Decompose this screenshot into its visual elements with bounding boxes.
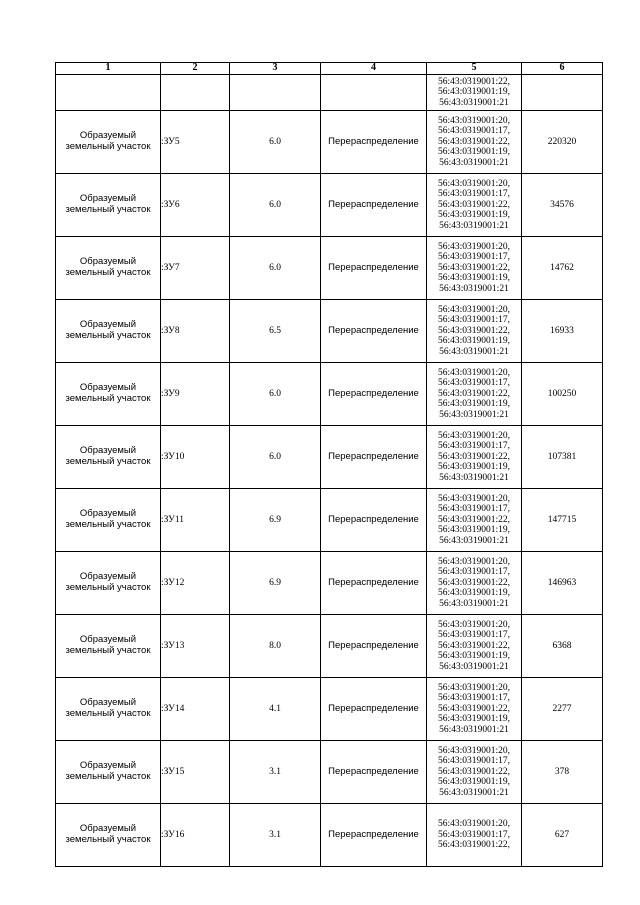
zone-cell: 8.0	[230, 615, 321, 678]
formation-type-cell: Перераспределение	[321, 489, 427, 552]
cadastral-number: 56:43:0319001:20,	[437, 241, 511, 252]
area-cell: 34576	[522, 174, 603, 237]
parcel-table	[55, 62, 603, 867]
zone-cell: 3.1	[230, 741, 321, 804]
cadastral-number: 56:43:0319001:19,	[437, 777, 511, 788]
cadastral-number: 56:43:0319001:21	[439, 220, 509, 231]
cadastral-cell	[427, 678, 522, 741]
cadastral-number: 56:43:0319001:19,	[437, 147, 511, 158]
parcel-name-cell: Образуемый земельный участок	[56, 174, 161, 237]
cadastral-number: 56:43:0319001:20,	[437, 304, 511, 315]
table-row	[56, 111, 603, 174]
cadastral-number: 56:43:0319001:20,	[437, 682, 511, 693]
formation-type-cell: Перераспределение	[321, 300, 427, 363]
zone-cell	[230, 75, 321, 111]
parcel-code-cell: :ЗУ13	[161, 615, 230, 678]
formation-type-cell: Перераспределение	[321, 804, 427, 867]
parcel-name-cell: Образуемый земельный участок	[56, 552, 161, 615]
formation-type-cell: Перераспределение	[321, 111, 427, 174]
cadastral-number: 56:43:0319001:20,	[437, 819, 511, 830]
cadastral-number: 56:43:0319001:21	[439, 535, 509, 546]
cadastral-cell	[427, 741, 522, 804]
header-cell: 4	[321, 63, 427, 75]
area-cell: 16933	[522, 300, 603, 363]
parcel-code-cell: :ЗУ5	[161, 111, 230, 174]
header-row	[56, 63, 603, 75]
cadastral-number: 56:43:0319001:19,	[437, 462, 511, 473]
table-row	[56, 363, 603, 426]
cadastral-number: 56:43:0319001:17,	[437, 504, 511, 515]
formation-type-cell: Перераспределение	[321, 741, 427, 804]
parcel-code-cell: :ЗУ11	[161, 489, 230, 552]
area-cell: 220320	[522, 111, 603, 174]
area-cell: 378	[522, 741, 603, 804]
cadastral-number: 56:43:0319001:22,	[437, 840, 511, 851]
area-cell: 147715	[522, 489, 603, 552]
parcel-name-cell: Образуемый земельный участок	[56, 615, 161, 678]
cadastral-cell	[427, 552, 522, 615]
header-cell: 5	[427, 63, 522, 75]
cadastral-cell	[427, 237, 522, 300]
table-row	[56, 615, 603, 678]
zone-cell: 4.1	[230, 678, 321, 741]
table-row	[56, 489, 603, 552]
cadastral-number: 56:43:0319001:19,	[437, 714, 511, 725]
parcel-code-cell: :ЗУ8	[161, 300, 230, 363]
header-cell: 6	[522, 63, 603, 75]
parcel-name-cell: Образуемый земельный участок	[56, 426, 161, 489]
cadastral-number: 56:43:0319001:17,	[437, 567, 511, 578]
formation-type-cell: Перераспределение	[321, 552, 427, 615]
zone-cell: 3.1	[230, 804, 321, 867]
table-row	[56, 552, 603, 615]
cadastral-number: 56:43:0319001:21	[439, 409, 509, 420]
cadastral-number: 56:43:0319001:22,	[437, 577, 511, 588]
zone-cell: 6.9	[230, 552, 321, 615]
name-cell	[56, 75, 161, 111]
cadastral-number: 56:43:0319001:22,	[437, 325, 511, 336]
cadastral-cell	[427, 363, 522, 426]
table-row	[56, 804, 603, 867]
cadastral-number: 56:43:0319001:22,	[437, 766, 511, 777]
cadastral-number: 56:43:0319001:20,	[437, 556, 511, 567]
parcel-name-cell: Образуемый земельный участок	[56, 678, 161, 741]
cadastral-cell	[427, 426, 522, 489]
cadastral-number: 56:43:0319001:17,	[437, 441, 511, 452]
parcel-code-cell: :ЗУ14	[161, 678, 230, 741]
zone-cell: 6.0	[230, 426, 321, 489]
code-cell	[161, 75, 230, 111]
area-cell: 2277	[522, 678, 603, 741]
cadastral-number: 56:43:0319001:19,	[437, 525, 511, 536]
cadastral-number: 56:43:0319001:22,	[437, 514, 511, 525]
cadastral-number: 56:43:0319001:22,	[437, 388, 511, 399]
cadastral-number: 56:43:0319001:20,	[437, 367, 511, 378]
type-cell	[321, 75, 427, 111]
table-row	[56, 174, 603, 237]
cadastral-number: 56:43:0319001:21	[439, 157, 509, 168]
cadastral-number: 56:43:0319001:21	[439, 598, 509, 609]
cadastral-number: 56:43:0319001:19,	[437, 651, 511, 662]
parcel-code-cell: :ЗУ7	[161, 237, 230, 300]
table-row	[56, 426, 603, 489]
cadastral-number: 56:43:0319001:22,	[437, 136, 511, 147]
cadastral-number: 56:43:0319001:19,	[437, 210, 511, 221]
header-cell: 3	[230, 63, 321, 75]
cadastral-number: 56:43:0319001:19,	[437, 336, 511, 347]
table-row	[56, 300, 603, 363]
parcel-code-cell: :ЗУ16	[161, 804, 230, 867]
cadastral-number: 56:43:0319001:20,	[437, 493, 511, 504]
cadastral-number: 56:43:0319001:20,	[437, 430, 511, 441]
formation-type-cell: Перераспределение	[321, 237, 427, 300]
cadastral-cell	[427, 300, 522, 363]
cadastral-number: 56:43:0319001:22,	[437, 703, 511, 714]
zone-cell: 6.0	[230, 237, 321, 300]
zone-cell: 6.9	[230, 489, 321, 552]
formation-type-cell: Перераспределение	[321, 678, 427, 741]
cadastral-number: 56:43:0319001:19,	[437, 87, 511, 98]
parcel-name-cell: Образуемый земельный участок	[56, 741, 161, 804]
table-row	[56, 75, 603, 111]
parcel-name-cell: Образуемый земельный участок	[56, 804, 161, 867]
cadastral-cell	[427, 804, 522, 867]
area-cell: 146963	[522, 552, 603, 615]
cadastral-number: 56:43:0319001:20,	[437, 178, 511, 189]
cadastral-number: 56:43:0319001:17,	[437, 315, 511, 326]
cadastral-number: 56:43:0319001:19,	[437, 588, 511, 599]
cadastral-number: 56:43:0319001:22,	[437, 262, 511, 273]
zone-cell: 6.0	[230, 174, 321, 237]
parcel-code-cell: :ЗУ6	[161, 174, 230, 237]
table-row	[56, 678, 603, 741]
parcel-name-cell: Образуемый земельный участок	[56, 363, 161, 426]
header-cell: 1	[56, 63, 161, 75]
cadastral-number: 56:43:0319001:21	[439, 472, 509, 483]
cadastral-cell	[427, 75, 522, 111]
cadastral-number: 56:43:0319001:17,	[437, 189, 511, 200]
parcel-code-cell: :ЗУ12	[161, 552, 230, 615]
cadastral-number: 56:43:0319001:17,	[437, 126, 511, 137]
area-cell	[522, 75, 603, 111]
cadastral-number: 56:43:0319001:22,	[437, 199, 511, 210]
cadastral-number: 56:43:0319001:21	[439, 661, 509, 672]
cadastral-number: 56:43:0319001:19,	[437, 399, 511, 410]
area-cell: 627	[522, 804, 603, 867]
zone-cell: 6.0	[230, 363, 321, 426]
cadastral-cell	[427, 489, 522, 552]
cadastral-number: 56:43:0319001:21	[439, 724, 509, 735]
cadastral-number: 56:43:0319001:20,	[437, 115, 511, 126]
cadastral-number: 56:43:0319001:21	[439, 346, 509, 357]
parcel-name-cell: Образуемый земельный участок	[56, 111, 161, 174]
parcel-name-cell: Образуемый земельный участок	[56, 489, 161, 552]
area-cell: 107381	[522, 426, 603, 489]
parcel-name-cell: Образуемый земельный участок	[56, 300, 161, 363]
area-cell: 14762	[522, 237, 603, 300]
cadastral-number: 56:43:0319001:22,	[437, 76, 511, 87]
area-cell: 100250	[522, 363, 603, 426]
parcel-code-cell: :ЗУ9	[161, 363, 230, 426]
table-row	[56, 741, 603, 804]
cadastral-number: 56:43:0319001:17,	[437, 756, 511, 767]
formation-type-cell: Перераспределение	[321, 174, 427, 237]
cadastral-cell	[427, 174, 522, 237]
cadastral-cell	[427, 615, 522, 678]
formation-type-cell: Перераспределение	[321, 615, 427, 678]
cadastral-number: 56:43:0319001:21	[439, 97, 509, 108]
cadastral-number: 56:43:0319001:21	[439, 787, 509, 798]
table-row	[56, 237, 603, 300]
cadastral-number: 56:43:0319001:22,	[437, 451, 511, 462]
cadastral-number: 56:43:0319001:17,	[437, 829, 511, 840]
cadastral-number: 56:43:0319001:22,	[437, 640, 511, 651]
zone-cell: 6.5	[230, 300, 321, 363]
cadastral-number: 56:43:0319001:17,	[437, 252, 511, 263]
parcel-code-cell: :ЗУ10	[161, 426, 230, 489]
cadastral-number: 56:43:0319001:17,	[437, 378, 511, 389]
header-cell: 2	[161, 63, 230, 75]
cadastral-cell	[427, 111, 522, 174]
parcel-name-cell: Образуемый земельный участок	[56, 237, 161, 300]
formation-type-cell: Перераспределение	[321, 363, 427, 426]
parcel-code-cell: :ЗУ15	[161, 741, 230, 804]
cadastral-number: 56:43:0319001:21	[439, 283, 509, 294]
cadastral-number: 56:43:0319001:20,	[437, 745, 511, 756]
area-cell: 6368	[522, 615, 603, 678]
cadastral-number: 56:43:0319001:19,	[437, 273, 511, 284]
formation-type-cell: Перераспределение	[321, 426, 427, 489]
cadastral-number: 56:43:0319001:17,	[437, 693, 511, 704]
cadastral-number: 56:43:0319001:17,	[437, 630, 511, 641]
zone-cell: 6.0	[230, 111, 321, 174]
cadastral-number: 56:43:0319001:20,	[437, 619, 511, 630]
